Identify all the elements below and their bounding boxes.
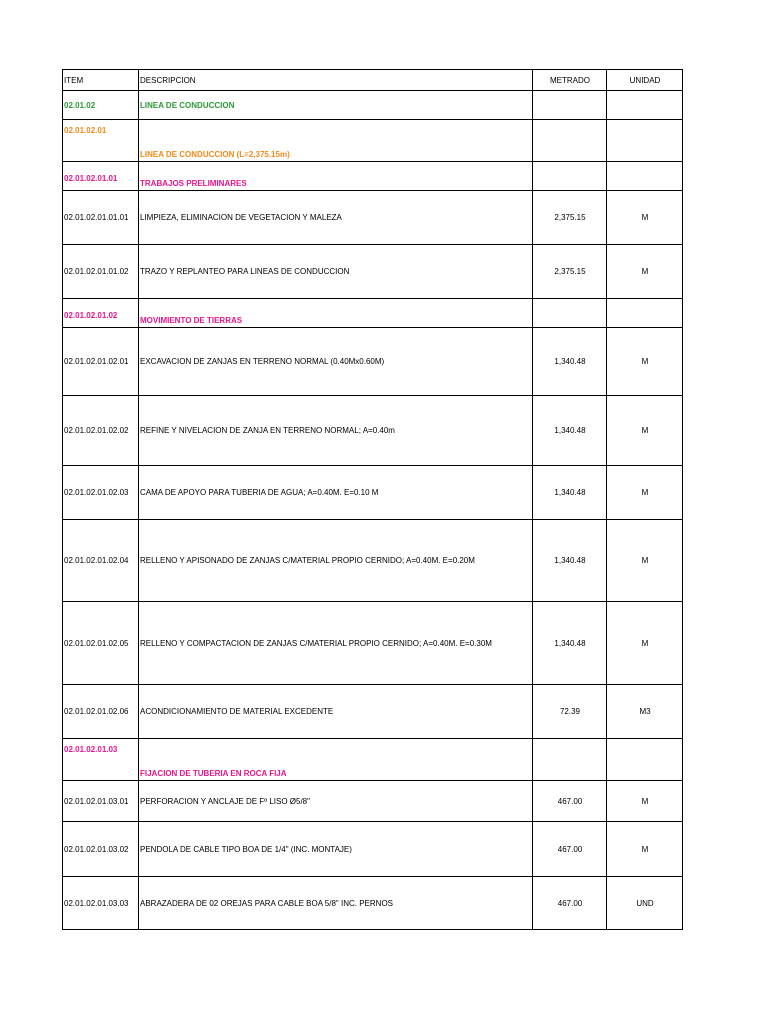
item-metrado: 1,340.48 xyxy=(533,396,607,466)
item-unidad: M xyxy=(607,466,683,520)
item-metrado: 1,340.48 xyxy=(533,328,607,396)
table-row xyxy=(63,781,683,822)
item-unidad: M xyxy=(607,602,683,685)
item-unidad: M xyxy=(607,781,683,822)
item-metrado xyxy=(533,91,607,120)
item-description: FIJACION DE TUBERIA EN ROCA FIJA xyxy=(139,739,533,781)
item-description: EXCAVACION DE ZANJAS EN TERRENO NORMAL (0.40Mx0.60M) xyxy=(139,328,533,396)
item-description: LINEA DE CONDUCCION xyxy=(139,91,533,120)
item-metrado xyxy=(533,739,607,781)
item-unidad xyxy=(607,739,683,781)
table-row xyxy=(63,396,683,466)
item-unidad xyxy=(607,162,683,191)
item-code: 02.01.02.01.02.05 xyxy=(63,602,139,685)
item-metrado: 1,340.48 xyxy=(533,466,607,520)
item-unidad: M3 xyxy=(607,685,683,739)
item-code: 02.01.02.01.03.03 xyxy=(63,877,139,930)
header-row xyxy=(63,70,683,91)
table-row xyxy=(63,245,683,299)
item-code: 02.01.02 xyxy=(63,91,139,120)
item-unidad: M xyxy=(607,822,683,877)
item-description: TRAZO Y REPLANTEO PARA LINEAS DE CONDUCCION xyxy=(139,245,533,299)
header-descripcion: DESCRIPCION xyxy=(139,70,533,91)
metrado-table xyxy=(62,69,683,930)
item-unidad: M xyxy=(607,520,683,602)
table-row xyxy=(63,822,683,877)
item-description: PERFORACION Y ANCLAJE DE Fº LISO Ø5/8" xyxy=(139,781,533,822)
item-unidad: UND xyxy=(607,877,683,930)
item-code: 02.01.02.01.02.03 xyxy=(63,466,139,520)
item-description: PENDOLA DE CABLE TIPO BOA DE 1/4" (INC. MONTAJE) xyxy=(139,822,533,877)
table-row xyxy=(63,877,683,930)
item-description: RELLENO Y APISONADO DE ZANJAS C/MATERIAL PROPIO CERNIDO; A=0.40M. E=0.20M xyxy=(139,520,533,602)
item-code: 02.01.02.01.01.01 xyxy=(63,191,139,245)
item-code: 02.01.02.01.02.06 xyxy=(63,685,139,739)
item-metrado: 1,340.48 xyxy=(533,520,607,602)
item-code: 02.01.02.01.02 xyxy=(63,299,139,328)
item-metrado: 467.00 xyxy=(533,822,607,877)
item-description: REFINE Y NIVELACION DE ZANJA EN TERRENO NORMAL; A=0.40m xyxy=(139,396,533,466)
item-description: ABRAZADERA DE 02 OREJAS PARA CABLE BOA 5/8" INC. PERNOS xyxy=(139,877,533,930)
item-metrado: 2,375.15 xyxy=(533,191,607,245)
item-description: RELLENO Y COMPACTACION DE ZANJAS C/MATERIAL PROPIO CERNIDO; A=0.40M. E=0.30M xyxy=(139,602,533,685)
item-code: 02.01.02.01.02.02 xyxy=(63,396,139,466)
section-row xyxy=(63,739,683,781)
section-row xyxy=(63,162,683,191)
item-metrado xyxy=(533,299,607,328)
item-unidad: M xyxy=(607,396,683,466)
item-description: ACONDICIONAMIENTO DE MATERIAL EXCEDENTE xyxy=(139,685,533,739)
section-row xyxy=(63,91,683,120)
item-code: 02.01.02.01.03.02 xyxy=(63,822,139,877)
item-code: 02.01.02.01.03.01 xyxy=(63,781,139,822)
header-metrado: METRADO xyxy=(533,70,607,91)
header-item: ITEM xyxy=(63,70,139,91)
table-row xyxy=(63,602,683,685)
item-metrado: 72.39 xyxy=(533,685,607,739)
item-unidad: M xyxy=(607,328,683,396)
item-code: 02.01.02.01.02.01 xyxy=(63,328,139,396)
item-metrado: 2,375.15 xyxy=(533,245,607,299)
item-metrado xyxy=(533,162,607,191)
item-description: CAMA DE APOYO PARA TUBERIA DE AGUA; A=0.40M. E=0.10 M xyxy=(139,466,533,520)
section-row xyxy=(63,299,683,328)
table-row xyxy=(63,685,683,739)
item-unidad xyxy=(607,120,683,162)
item-description: LINEA DE CONDUCCION (L=2,375.15m) xyxy=(139,120,533,162)
section-row xyxy=(63,120,683,162)
table-row xyxy=(63,520,683,602)
table-row xyxy=(63,191,683,245)
table-body xyxy=(63,91,683,930)
item-unidad xyxy=(607,91,683,120)
item-description: MOVIMIENTO DE TIERRAS xyxy=(139,299,533,328)
item-unidad: M xyxy=(607,245,683,299)
header-unidad: UNIDAD xyxy=(607,70,683,91)
item-code: 02.01.02.01.03 xyxy=(63,739,139,781)
table-header xyxy=(63,70,683,91)
item-unidad xyxy=(607,299,683,328)
item-metrado: 467.00 xyxy=(533,877,607,930)
item-description: TRABAJOS PRELIMINARES xyxy=(139,162,533,191)
item-code: 02.01.02.01.01.02 xyxy=(63,245,139,299)
table-row xyxy=(63,466,683,520)
item-code: 02.01.02.01.02.04 xyxy=(63,520,139,602)
item-metrado: 1,340.48 xyxy=(533,602,607,685)
item-code: 02.01.02.01.01 xyxy=(63,162,139,191)
item-metrado: 467.00 xyxy=(533,781,607,822)
item-unidad: M xyxy=(607,191,683,245)
item-description: LIMPIEZA, ELIMINACION DE VEGETACION Y MALEZA xyxy=(139,191,533,245)
table-row xyxy=(63,328,683,396)
item-code: 02.01.02.01 xyxy=(63,120,139,162)
item-metrado xyxy=(533,120,607,162)
